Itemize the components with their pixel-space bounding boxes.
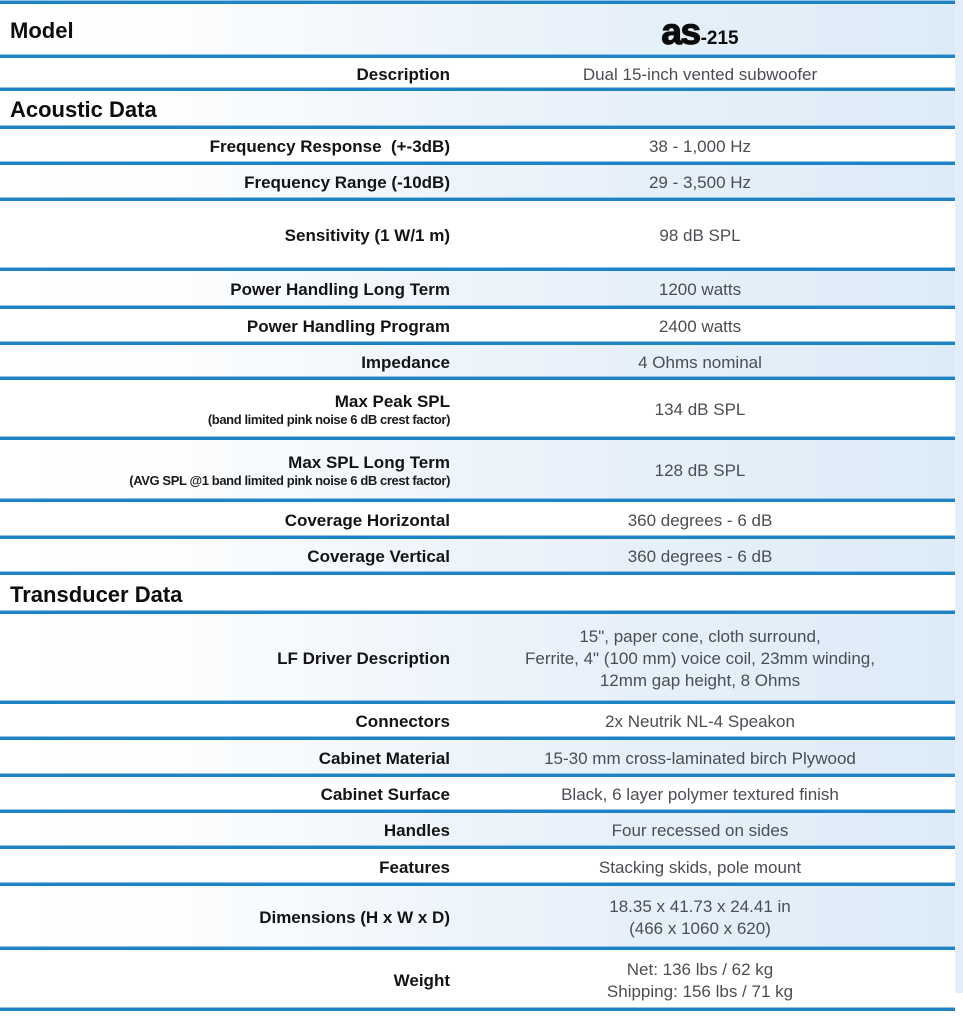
value-line-1: Net: 136 lbs / 62 kg xyxy=(626,959,774,979)
row-label: Connectors xyxy=(355,712,450,731)
row-cabinet-surface xyxy=(0,777,963,813)
row-label: Dimensions (H x W x D) xyxy=(259,908,450,927)
row-value: 134 dB SPL xyxy=(654,400,746,419)
row-label: Coverage Vertical xyxy=(307,547,450,566)
row-label: Max Peak SPL xyxy=(334,392,450,411)
row-value: Dual 15-inch vented subwoofer xyxy=(582,64,818,84)
row-label: Power Handling Program xyxy=(246,317,450,336)
row-label: Sensitivity (1 W/1 m) xyxy=(284,226,450,245)
value-line-1: 18.35 x 41.73 x 24.41 in xyxy=(609,897,791,916)
row-value: 2400 watts xyxy=(658,317,742,336)
row-label: Handles xyxy=(383,821,450,840)
row-lf-driver-description xyxy=(0,614,963,704)
value-line-1: 15", paper cone, cloth surround, xyxy=(579,627,821,646)
row-label: LF Driver Description xyxy=(277,649,450,668)
row-label: Features xyxy=(379,857,450,877)
row-label: Impedance xyxy=(361,352,450,372)
row-label: Cabinet Surface xyxy=(320,785,450,804)
value-line-2: (466 x 1060 x 620) xyxy=(629,919,771,938)
row-sublabel: (AVG SPL @1 band limited pink noise 6 dB crest factor) xyxy=(129,473,450,488)
row-impedance xyxy=(0,345,963,380)
row-value: 98 dB SPL xyxy=(659,226,741,245)
row-dimensions xyxy=(0,886,963,950)
row-coverage-horizontal xyxy=(0,502,963,539)
row-value xyxy=(450,959,950,1003)
logo-suffix-text: -215 xyxy=(700,27,739,49)
value-line-2: Ferrite, 4" (100 mm) voice coil, 23mm winding, xyxy=(525,649,875,668)
row-max-peak-spl xyxy=(0,380,963,440)
model-label: Model xyxy=(10,18,74,43)
row-frequency-range xyxy=(0,165,963,201)
section-title: Acoustic Data xyxy=(10,97,157,122)
section-header-acoustic-data xyxy=(0,91,963,129)
row-value: 360 degrees - 6 dB xyxy=(627,547,773,566)
row-label: Power Handling Long Term xyxy=(230,280,450,299)
row-value: 360 degrees - 6 dB xyxy=(627,510,773,530)
row-value: 29 - 3,500 Hz xyxy=(648,173,752,192)
row-label: Frequency Range (-10dB) xyxy=(244,173,450,192)
row-connectors xyxy=(0,704,963,740)
row-value: Four recessed on sides xyxy=(611,821,789,840)
row-value: Stacking skids, pole mount xyxy=(598,857,802,877)
row-weight xyxy=(0,950,963,1011)
row-max-spl-long-term xyxy=(0,440,963,502)
row-value xyxy=(450,896,950,940)
model-value xyxy=(450,10,950,52)
row-coverage-vertical xyxy=(0,539,963,575)
row-label: Weight xyxy=(393,970,450,990)
row-value: 38 - 1,000 Hz xyxy=(648,137,752,156)
row-label: Coverage Horizontal xyxy=(284,510,450,530)
logo-main-text: as xyxy=(661,10,700,52)
page-edge-band xyxy=(955,0,963,993)
row-model xyxy=(0,4,963,58)
row-value: 2x Neutrik NL-4 Speakon xyxy=(605,712,795,731)
row-value: Black, 6 layer polymer textured finish xyxy=(561,785,839,804)
row-power-handling-long-term xyxy=(0,271,963,309)
row-power-handling-program xyxy=(0,309,963,345)
row-features xyxy=(0,849,963,886)
row-label: Frequency Response (+-3dB) xyxy=(209,137,450,156)
row-value: 1200 watts xyxy=(658,280,742,299)
section-title: Transducer Data xyxy=(10,581,183,607)
row-value: 15-30 mm cross-laminated birch Plywood xyxy=(544,748,856,768)
row-sublabel: (band limited pink noise 6 dB crest factor) xyxy=(207,412,450,427)
section-header-transducer-data xyxy=(0,575,963,614)
value-line-3: 12mm gap height, 8 Ohms xyxy=(599,671,801,690)
row-description xyxy=(0,58,963,91)
row-value: 128 dB SPL xyxy=(654,461,746,480)
value-line-2: Shipping: 156 lbs / 71 kg xyxy=(606,981,794,1001)
row-label: Max SPL Long Term xyxy=(288,453,450,472)
row-cabinet-material xyxy=(0,740,963,777)
row-value: 4 Ohms nominal xyxy=(638,352,762,372)
row-sensitivity xyxy=(0,201,963,271)
row-label: Cabinet Material xyxy=(318,748,450,768)
row-value xyxy=(450,626,950,692)
row-frequency-response xyxy=(0,129,963,165)
row-label: Description xyxy=(356,64,450,84)
product-logo xyxy=(450,10,950,52)
row-handles xyxy=(0,813,963,849)
